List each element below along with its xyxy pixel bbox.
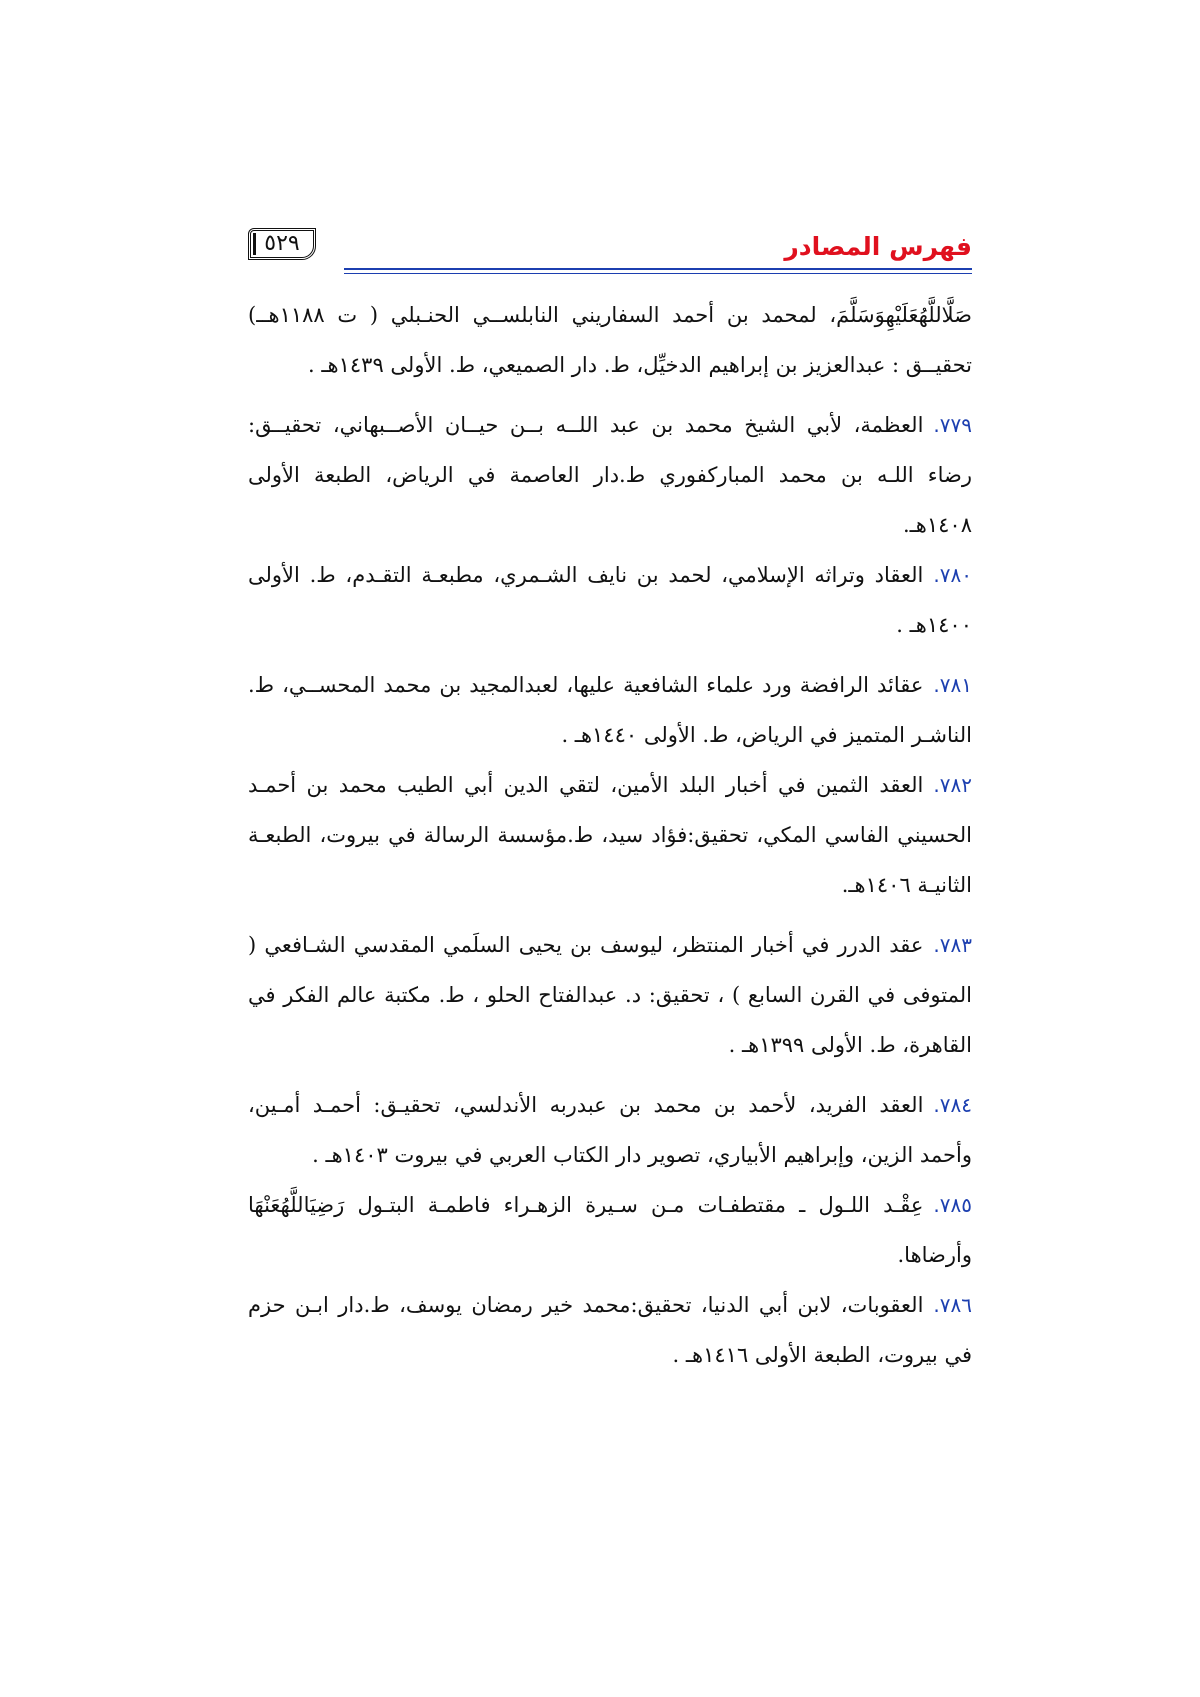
bibliography-entry [248, 760, 972, 910]
entry-text: عقد الدرر في أخبار المنتظر، ليوسف بن يحيى السلَمي المقدسي الشـافعي ( المتوفى في القرن السابع ) ، تحقيق: د. عبدالفتاح الحلو ، ط. مكتبة عالم الفكر في القاهرة، ط. الأولى ١٣٩٩هـ . [248, 933, 972, 1057]
entry-text: عِقْـد اللـول ـ مقتطفـات مـن سـيرة الزهـراء فاطمـة البتـول رَضِيَاللَّهُعَنْهَا وأرضاها. [248, 1193, 972, 1267]
bibliography-entry [248, 1080, 972, 1180]
entry-text: العقد الثمين في أخبار البلد الأمين، لتقي الدين أبي الطيب محمد بن أحمـد الحسيني الفاسي المكي، تحقيق:فؤاد سيد، ط.مؤسسة الرسالة في بيروت، الطبعـة الثانيـة ١٤٠٦هـ. [248, 773, 972, 897]
bibliography-entry [248, 400, 972, 550]
entry-number: ٧٨٣. [933, 933, 972, 957]
entry-number: ٧٨١. [933, 673, 972, 697]
bibliography-list [248, 290, 972, 1380]
header-rule [344, 268, 972, 270]
entry-text: عقائد الرافضة ورد علماء الشافعية عليها، لعبدالمجيد بن محمد المحســي، ط. الناشـر المتميز في الرياض، ط. الأولى ١٤٤٠هـ . [248, 673, 972, 747]
entry-number: ٧٨٢. [933, 773, 972, 797]
entry-text: صَلَّاللَّهُعَلَيْهِوَسَلَّمَ، لمحمد بن أحمد السفاريني النابلســي الحنـبلي ( ت ١١٨٨هــ) تحقيــق : عبدالعزيز بن إبراهيم الدخيِّل، ط. دار الصميعي، ط. الأولى ١٤٣٩هـ . [248, 303, 972, 377]
entry-number: ٧٧٩. [933, 413, 972, 437]
entry-number: ٧٨٠. [933, 563, 972, 587]
entry-text: العقد الفريد، لأحمد بن محمد بن عبدربه الأندلسي، تحقيـق: أحمـد أمـين، وأحمد الزين، وإبراهيم الأبياري، تصوير دار الكتاب العربي في بيروت ١٤٠٣هـ . [248, 1093, 972, 1167]
entry-number: ٧٨٥. [933, 1193, 972, 1217]
bibliography-entry [248, 660, 972, 760]
page-header [248, 228, 972, 280]
bibliography-entry [248, 550, 972, 650]
entry-number: ٧٨٤. [933, 1093, 972, 1117]
entry-text: العقاد وتراثه الإسلامي، لحمد بن نايف الشـمري، مطبعـة التقـدم، ط. الأولى ١٤٠٠هـ . [248, 563, 972, 637]
bibliography-entry [248, 1280, 972, 1380]
header-rule-thin [344, 273, 972, 274]
entry-number: ٧٨٦. [933, 1293, 972, 1317]
page-number: ٥٢٩ [248, 228, 316, 260]
bibliography-entry [248, 290, 972, 390]
entry-text: العظمة، لأبي الشيخ محمد بن عبد اللــه بــن حيــان الأصــبهاني، تحقيــق: رضاء اللـه بن محمد المباركفوري ط.دار العاصمة في الرياض، الطبعة الأولى ١٤٠٨هـ. [248, 413, 972, 537]
section-title: فهرس المصادر [784, 232, 972, 261]
bibliography-entry [248, 1180, 972, 1280]
bibliography-entry [248, 920, 972, 1070]
entry-text: العقوبات، لابن أبي الدنيا، تحقيق:محمد خير رمضان يوسف، ط.دار ابـن حزم في بيروت، الطبعة الأولى ١٤١٦هـ . [248, 1293, 972, 1367]
